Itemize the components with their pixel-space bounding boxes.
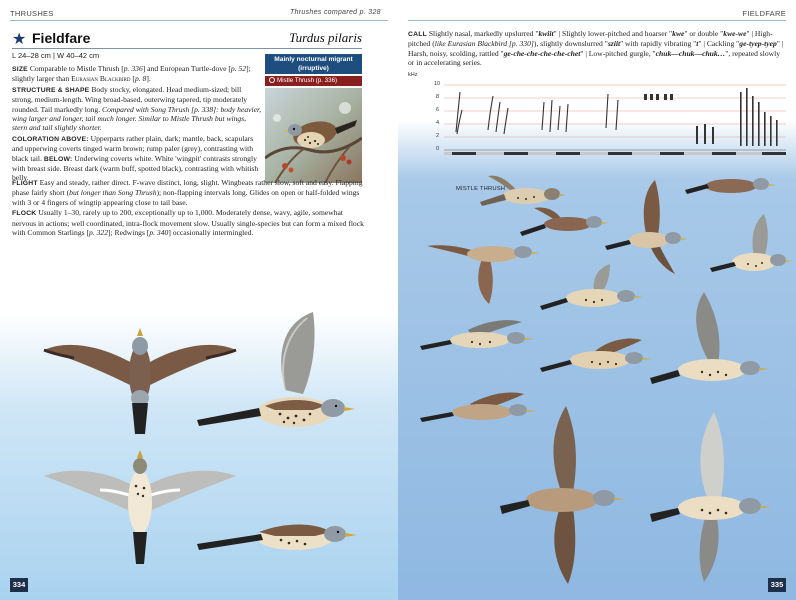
fieldfare-large-upwing-illustration <box>498 402 628 587</box>
coloration-below-label: BELOW: <box>43 155 73 163</box>
flock-ref-1[interactable]: p. 322 <box>89 228 108 238</box>
size-ref-3[interactable]: p. 8 <box>134 74 147 84</box>
migrant-status-box <box>265 54 362 74</box>
call-label: CALL <box>408 31 427 38</box>
star-icon: ★ <box>12 29 27 48</box>
size-text-4: [ <box>130 74 135 84</box>
compare-circle-icon <box>269 77 275 83</box>
fieldfare-upstroke-illustration <box>538 262 648 322</box>
flight-compare-text: but longer than Song Thrush <box>69 188 157 198</box>
size-label: SIZE <box>12 66 28 73</box>
size-ref-1[interactable]: p. 336 <box>123 64 143 73</box>
flock-paragraph <box>12 208 364 237</box>
call-text-7: " | Cackling " <box>698 39 740 49</box>
structure-paragraph <box>12 85 262 133</box>
structure-label: STRUCTURE & SHAPE <box>12 86 90 94</box>
species-description <box>12 64 262 184</box>
sonogram-unit-label: kHz <box>408 72 418 78</box>
call-text-4: " | High-pitched ( <box>408 29 773 49</box>
size-paragraph <box>12 64 262 84</box>
fieldfare-perched-glide-illustration <box>195 510 360 560</box>
call-text-10: ", repeated slowly or in accelerating series. <box>408 48 781 68</box>
title-rule <box>12 48 362 49</box>
species-title-row <box>12 29 362 49</box>
coloration-label: COLORATION <box>12 135 60 143</box>
call-compare-text: like Eurasian Blackbird [p. 330] <box>434 39 534 49</box>
migrant-status-line-1: Mainly nocturnal migrant <box>274 56 353 63</box>
call-text-9: " | Low-pitched gurgle, " <box>580 48 656 58</box>
flock-text-2: ]; Redwings [ <box>107 228 150 238</box>
flock-text-1: Usually 1–30, rarely up to 200, exceptionally up to 1,000. Moderately dense, wavy, agile, somewhat nervous in actions; well coordinated, intra-flock movement slow. Usually single-species but can form a mixed flock with Common Starlings [ <box>12 208 364 238</box>
call-kwiit: kwiit <box>538 29 554 38</box>
coloration-above-text: Upperparts rather plain, dark; mantle, back, scapulars and upperwing coverts tinged warm brown; rump paler (grey), contrasting with black tail. <box>12 133 254 163</box>
flock-ref-2[interactable]: p. 340 <box>149 228 169 238</box>
header-rule-right <box>408 20 786 21</box>
sonogram <box>408 72 786 160</box>
size-ref-2[interactable]: p. 52 <box>230 64 247 73</box>
page-number-right: 335 <box>768 578 786 592</box>
measurements: L 24–28 cm | W 40–42 cm <box>12 51 100 60</box>
header-rule <box>10 20 388 21</box>
flight-paragraph <box>12 178 364 207</box>
size-text-5: ]. <box>146 74 151 84</box>
call-text-1: Slightly nasal, markedly upslurred " <box>426 29 539 38</box>
call-chuk: chuk—chuk—chuk… <box>655 48 726 58</box>
sonogram-tick-2: 2 <box>436 133 440 139</box>
right-page <box>398 0 796 600</box>
call-t: t <box>696 39 699 49</box>
perched-bird-photo-icon <box>265 88 362 183</box>
common-name: Fieldfare <box>32 30 91 46</box>
fieldfare-photo <box>265 88 362 183</box>
size-text-3: ]; slightly larger than <box>12 64 251 84</box>
fieldfare-glide-left-illustration <box>418 316 543 356</box>
mistle-thrush-label: MISTLE THRUSH <box>456 186 506 192</box>
scientific-name: Turdus pilaris <box>289 30 362 45</box>
sonogram-plot <box>444 72 786 158</box>
fieldfare-banking-illustration <box>708 212 793 282</box>
species-description-wide <box>12 178 364 238</box>
sonogram-tick-4: 4 <box>436 120 440 126</box>
sonogram-tick-10: 10 <box>434 81 441 87</box>
sonogram-tick-6: 6 <box>436 107 440 113</box>
compare-bar[interactable] <box>265 76 362 86</box>
running-head-section: THRUSHES <box>10 9 54 18</box>
size-text-2: ] and European Turtle-dove [ <box>142 64 231 73</box>
call-text-6: " with rapidly vibrating " <box>620 39 697 49</box>
call-ge-che: ge-che-che-che-che-chet <box>503 48 581 58</box>
fieldfare-mid-glide-illustration <box>538 332 663 382</box>
call-text-2: " | Slightly lower-pitched and hoarser " <box>553 29 673 38</box>
flight-text-1: Easy and steady, rather direct. F-wave distinct, long, slight. Wingbeats rather slow, soft and easy. Flapping phase fairly short ( <box>12 178 363 198</box>
size-text-1: Comparable to Mistle Thrush [ <box>27 64 124 73</box>
call-description <box>408 29 786 68</box>
flight-label: FLIGHT <box>12 180 38 187</box>
fieldfare-side-flight-illustration <box>195 310 360 450</box>
flock-text-3: ] occasionally intermingled. <box>168 228 254 238</box>
call-kwe: kwe <box>672 29 685 38</box>
fieldfare-upwing-small-illustration <box>516 204 611 240</box>
call-text-8: " | Harsh, noisy, scolding, rattled " <box>408 39 784 58</box>
structure-text: Body stocky, elongated. Head medium-sized; bill strong, medium-length. Wing broad-based, outerwing tapered, tip moderately rounded. Tail markedly long. <box>12 84 248 114</box>
running-head-species: FIELDFARE <box>742 9 786 18</box>
fieldfare-large-flap-illustration <box>648 290 778 400</box>
page-number-left: 334 <box>10 578 28 592</box>
sonogram-tick-8: 8 <box>436 94 440 100</box>
call-text-5: ), slightly downslurred " <box>533 39 608 49</box>
size-compare-species: Eurasian Blackbird <box>71 74 131 84</box>
call-ge-tyep: ge-tyep-tyep <box>739 39 777 49</box>
call-kwe-we: kwe-we <box>723 29 747 38</box>
flock-label: FLOCK <box>12 210 37 218</box>
sonogram-tick-0: 0 <box>436 146 440 152</box>
call-sziit: sziit <box>607 39 621 49</box>
coloration-below-text: Underwing coverts white. White 'wingpit' contrasts strongly with breast side. Breast dark (warm buff, spotted black), contrasting with whitish belly. <box>12 153 259 183</box>
compare-label: Mistle Thrush (p. 336) <box>277 77 338 84</box>
fieldfare-downstroke-illustration <box>423 236 543 306</box>
flight-text-2: ); non-flapping intervals long. Glides on open or half-folded wings with 3 or 4 fingers of wingtip appearing close to tail base. <box>12 188 360 207</box>
migrant-status-line-2: (irruptive) <box>298 65 329 72</box>
structure-compare-text: Compared with Song Thrush [p. 338]: body heavier, wing larger and longer, tail much longer. Similar to Mistle Thrush but wings, stern and tail slightly shorter. <box>12 104 261 133</box>
coloration-paragraph <box>12 134 262 183</box>
call-text-3: " or double " <box>684 29 724 38</box>
coloration-above-label: ABOVE: <box>61 135 89 143</box>
fieldfare-large-downwing-illustration <box>648 410 778 585</box>
running-head-crossref[interactable]: Thrushes compared p. 328 <box>290 9 381 16</box>
